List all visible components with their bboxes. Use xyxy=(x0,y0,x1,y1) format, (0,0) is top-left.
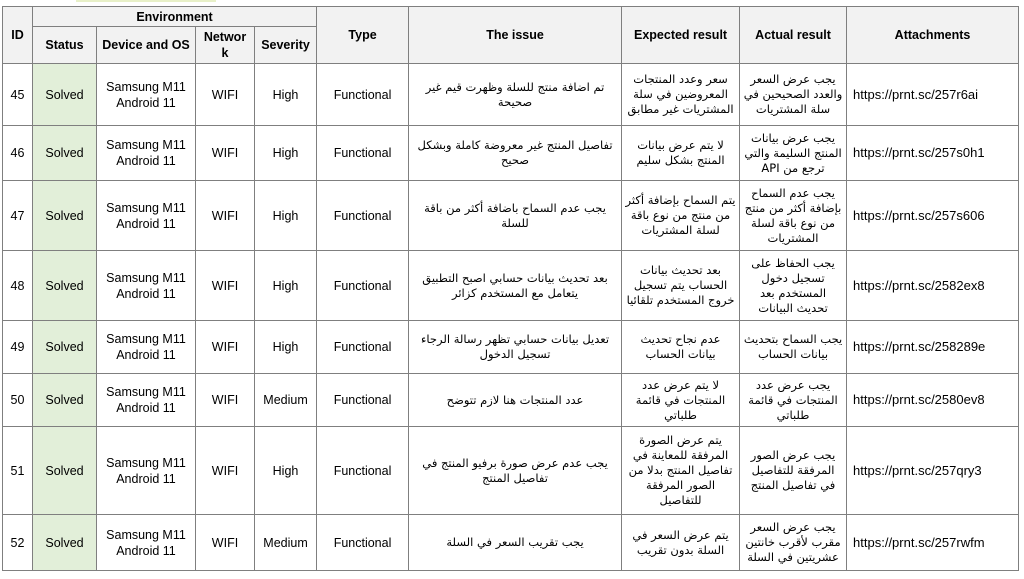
cell-type: Functional xyxy=(317,515,409,571)
cell-id: 47 xyxy=(3,181,33,251)
header-environment: Environment xyxy=(33,7,317,27)
cell-severity: High xyxy=(255,321,317,374)
header-actual: Actual result xyxy=(740,7,847,64)
cell-network: WIFI xyxy=(196,126,255,181)
cell-actual: يجب عرض بيانات المنتج السليمة والتي ترجع من API xyxy=(740,126,847,181)
cell-attachment[interactable]: https://prnt.sc/2580ev8 xyxy=(847,374,1019,427)
cell-issue: يجب عدم السماح باضافة أكثر من باقة للسلة xyxy=(409,181,622,251)
cell-expected: لا يتم عرض بيانات المنتج بشكل سليم xyxy=(622,126,740,181)
cell-device: Samsung M11 Android 11 xyxy=(97,64,196,126)
table-row xyxy=(3,374,1019,427)
cell-status: Solved xyxy=(33,251,97,321)
cell-device: Samsung M11 Android 11 xyxy=(97,427,196,515)
cell-actual: يجب عرض عدد المنتجات في قائمة طلباتي xyxy=(740,374,847,427)
cell-severity: High xyxy=(255,181,317,251)
cell-status: Solved xyxy=(33,427,97,515)
cell-device: Samsung M11 Android 11 xyxy=(97,515,196,571)
cell-type: Functional xyxy=(317,321,409,374)
cell-id: 51 xyxy=(3,427,33,515)
cell-attachment[interactable]: https://prnt.sc/257rwfm xyxy=(847,515,1019,571)
cell-network: WIFI xyxy=(196,515,255,571)
cell-attachment[interactable]: https://prnt.sc/257qry3 xyxy=(847,427,1019,515)
cell-expected: يتم عرض الصورة المرفقة للمعاينة في تفاصيل المنتج بدلا من الصور المرفقة للتفاصيل xyxy=(622,427,740,515)
cell-status: Solved xyxy=(33,515,97,571)
header-expected: Expected result xyxy=(622,7,740,64)
cell-expected: بعد تحديث بيانات الحساب يتم تسجيل خروج المستخدم تلقائيا xyxy=(622,251,740,321)
cell-attachment[interactable]: https://prnt.sc/257s0h1 xyxy=(847,126,1019,181)
cell-device: Samsung M11 Android 11 xyxy=(97,321,196,374)
top-accent-bar xyxy=(76,0,216,2)
cell-severity: Medium xyxy=(255,515,317,571)
cell-severity: High xyxy=(255,64,317,126)
cell-id: 50 xyxy=(3,374,33,427)
cell-status: Solved xyxy=(33,64,97,126)
cell-type: Functional xyxy=(317,374,409,427)
cell-attachment[interactable]: https://prnt.sc/257s606 xyxy=(847,181,1019,251)
cell-severity: Medium xyxy=(255,374,317,427)
cell-type: Functional xyxy=(317,181,409,251)
cell-type: Functional xyxy=(317,64,409,126)
cell-id: 45 xyxy=(3,64,33,126)
cell-type: Functional xyxy=(317,251,409,321)
cell-id: 46 xyxy=(3,126,33,181)
table-row xyxy=(3,321,1019,374)
cell-actual: يجب عرض الصور المرفقة للتفاصيل في تفاصيل المنتج xyxy=(740,427,847,515)
cell-severity: High xyxy=(255,427,317,515)
header-severity: Severity xyxy=(255,27,317,64)
cell-device: Samsung M11 Android 11 xyxy=(97,126,196,181)
cell-expected: يتم السماح بإضافة أكثر من منتج من نوع باقة لسلة المشتريات xyxy=(622,181,740,251)
cell-network: WIFI xyxy=(196,251,255,321)
cell-attachment[interactable]: https://prnt.sc/2582ex8 xyxy=(847,251,1019,321)
cell-expected: يتم عرض السعر في السلة بدون تقريب xyxy=(622,515,740,571)
cell-status: Solved xyxy=(33,374,97,427)
header-network: Networ k xyxy=(196,27,255,64)
cell-status: Solved xyxy=(33,126,97,181)
cell-attachment[interactable]: https://prnt.sc/258289e xyxy=(847,321,1019,374)
cell-expected: عدم نجاح تحديث بيانات الحساب xyxy=(622,321,740,374)
table-body xyxy=(3,64,1019,571)
table-row xyxy=(3,515,1019,571)
cell-actual: يجب عرض السعر مقرب لأقرب خانتين عشريتين في السلة xyxy=(740,515,847,571)
header-type: Type xyxy=(317,7,409,64)
cell-network: WIFI xyxy=(196,64,255,126)
cell-id: 49 xyxy=(3,321,33,374)
cell-network: WIFI xyxy=(196,427,255,515)
table-row xyxy=(3,64,1019,126)
cell-type: Functional xyxy=(317,427,409,515)
cell-network: WIFI xyxy=(196,321,255,374)
cell-attachment[interactable]: https://prnt.sc/257r6ai xyxy=(847,64,1019,126)
table-row xyxy=(3,427,1019,515)
cell-issue: بعد تحديث بيانات حسابي اصبح التطبيق يتعامل مع المستخدم كزائر xyxy=(409,251,622,321)
table-row xyxy=(3,251,1019,321)
cell-issue: يجب عدم عرض صورة برفيو المنتج في تفاصيل المنتج xyxy=(409,427,622,515)
table-row xyxy=(3,126,1019,181)
cell-actual: يجب السماح بتحديث بيانات الحساب xyxy=(740,321,847,374)
cell-status: Solved xyxy=(33,181,97,251)
cell-expected: لا يتم عرض عدد المنتجات في قائمة طلباتي xyxy=(622,374,740,427)
cell-severity: High xyxy=(255,126,317,181)
cell-actual: يجب الحفاظ على تسجيل دخول المستخدم بعد تحديث البيانات xyxy=(740,251,847,321)
bug-report-table xyxy=(2,6,1019,571)
header-device: Device and OS xyxy=(97,27,196,64)
cell-issue: تعديل بيانات حسابي تظهر رسالة الرجاء تسجيل الدخول xyxy=(409,321,622,374)
header-id: ID xyxy=(3,7,33,64)
cell-device: Samsung M11 Android 11 xyxy=(97,251,196,321)
cell-id: 48 xyxy=(3,251,33,321)
cell-expected: سعر وعدد المنتجات المعروضين في سلة المشتريات غير مطابق xyxy=(622,64,740,126)
cell-issue: عدد المنتجات هنا لازم تتوضح xyxy=(409,374,622,427)
cell-device: Samsung M11 Android 11 xyxy=(97,181,196,251)
cell-actual: يجب عدم السماح بإضافة أكثر من منتج من نوع باقة لسلة المشتريات xyxy=(740,181,847,251)
header-status: Status xyxy=(33,27,97,64)
header-attachments: Attachments xyxy=(847,7,1019,64)
cell-id: 52 xyxy=(3,515,33,571)
cell-network: WIFI xyxy=(196,374,255,427)
cell-device: Samsung M11 Android 11 xyxy=(97,374,196,427)
cell-severity: High xyxy=(255,251,317,321)
cell-issue: يجب تقريب السعر في السلة xyxy=(409,515,622,571)
header-issue: The issue xyxy=(409,7,622,64)
header-row-1 xyxy=(3,7,1019,27)
cell-network: WIFI xyxy=(196,181,255,251)
cell-actual: يجب عرض السعر والعدد الصحيحين في سلة المشتريات xyxy=(740,64,847,126)
table-row xyxy=(3,181,1019,251)
cell-issue: تم اضافة منتج للسلة وظهرت قيم غير صحيحة xyxy=(409,64,622,126)
cell-status: Solved xyxy=(33,321,97,374)
cell-issue: تفاصيل المنتج غير معروضة كاملة وبشكل صحيح xyxy=(409,126,622,181)
cell-type: Functional xyxy=(317,126,409,181)
